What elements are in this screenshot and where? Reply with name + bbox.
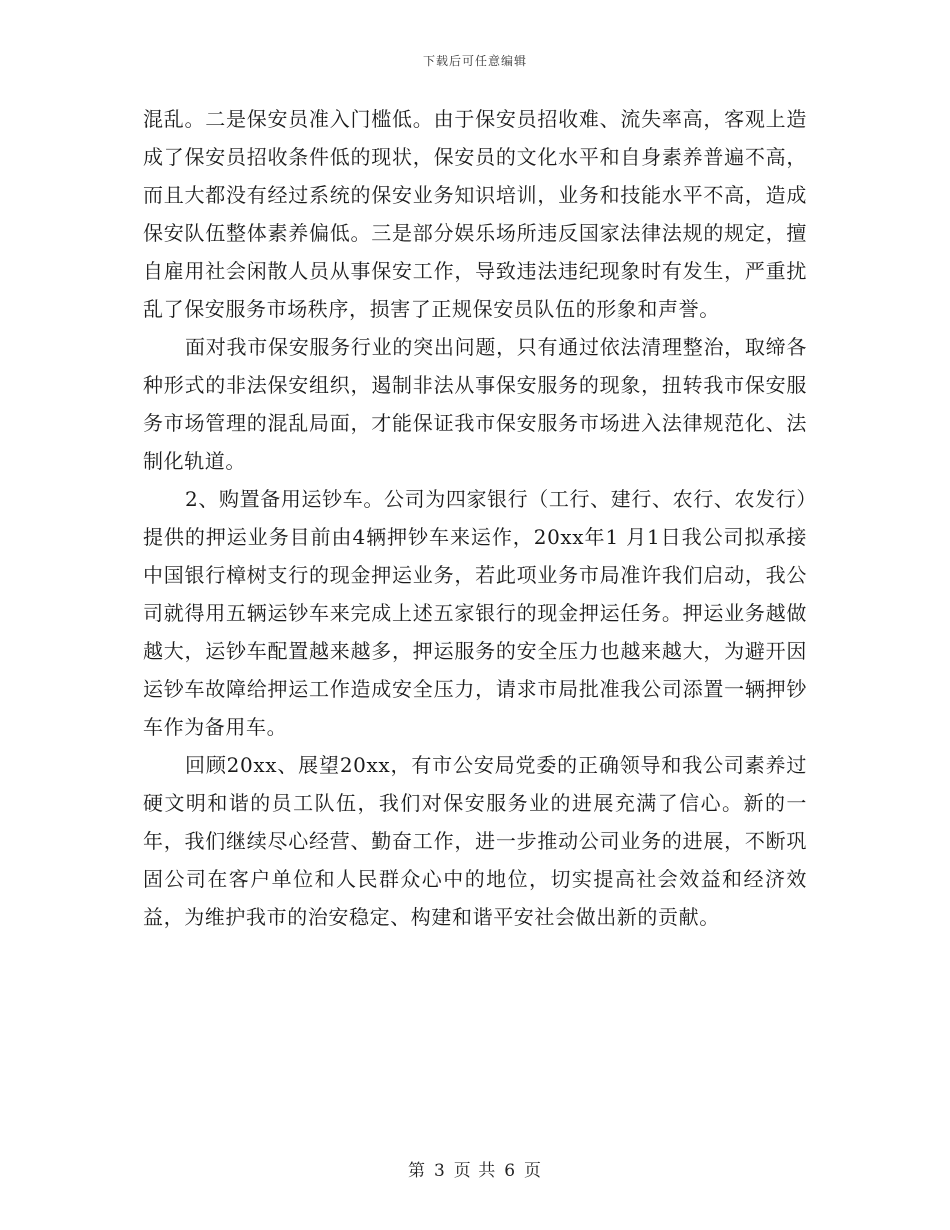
paragraph-cash-van: 2、购置备用运钞车。公司为四家银行（工行、建行、农行、农发行）提供的押运业务目前由4辆押钞车来运作，20xx年1 月1日我公司拟承接中国银行樟树支行的现金押运业务，若此项业务市局准许我们启动，我公司就得用五辆运钞车来完成上述五家银行的现金押运任务。押运业务越做越大，运钞车配置越来越多，押运服务的安全压力也越来越大，为避开因运钞车故障给押运工作造成安全压力，请求市局批准我公司添置一辆押钞车作为备用车。 <box>143 487 807 739</box>
footer-middle: 页 共 <box>453 1161 497 1181</box>
page-header: 下载后可任意编辑 <box>422 54 527 68</box>
footer-current-page: 3 <box>433 1161 446 1181</box>
page-footer <box>0 1156 950 1181</box>
document-body <box>143 100 807 936</box>
footer-prefix: 第 <box>407 1161 426 1181</box>
paragraph-continuation: 混乱。二是保安员准入门槛低。由于保安员招收难、流失率高，客观上造成了保安员招收条件低的现状，保安员的文化水平和自身素养普遍不高，而且大都没有经过系统的保安业务知识培训，业务和技能水平不高，造成保安队伍整体素养偏低。三是部分娱乐场所违反国家法律法规的规定，擅自雇用社会闲散人员从事保安工作，导致违法违纪现象时有发生，严重扰乱了保安服务市场秩序，损害了正规保安员队伍的形象和声誉。 <box>143 107 807 321</box>
paragraph-rectification: 面对我市保安服务行业的突出问题，只有通过依法清理整治，取缔各种形式的非法保安组织，遏制非法从事保安服务的现象，扭转我市保安服务市场管理的混乱局面，才能保证我市保安服务市场进入法律规范化、法制化轨道。 <box>143 335 807 473</box>
footer-suffix: 页 <box>524 1161 543 1181</box>
footer-total-pages: 6 <box>504 1161 517 1181</box>
paragraph-outlook: 回顾20xx、展望20xx，有市公安局党委的正确领导和我公司素养过硬文明和谐的员工队伍，我们对保安服务业的进展充满了信心。新的一年，我们继续尽心经营、勤奋工作，进一步推动公司业务的进展，不断巩固公司在客户单位和人民群众心中的地位，切实提高社会效益和经济效益，为维护我市的治安稳定、构建和谐平安社会做出新的贡献。 <box>143 753 807 929</box>
